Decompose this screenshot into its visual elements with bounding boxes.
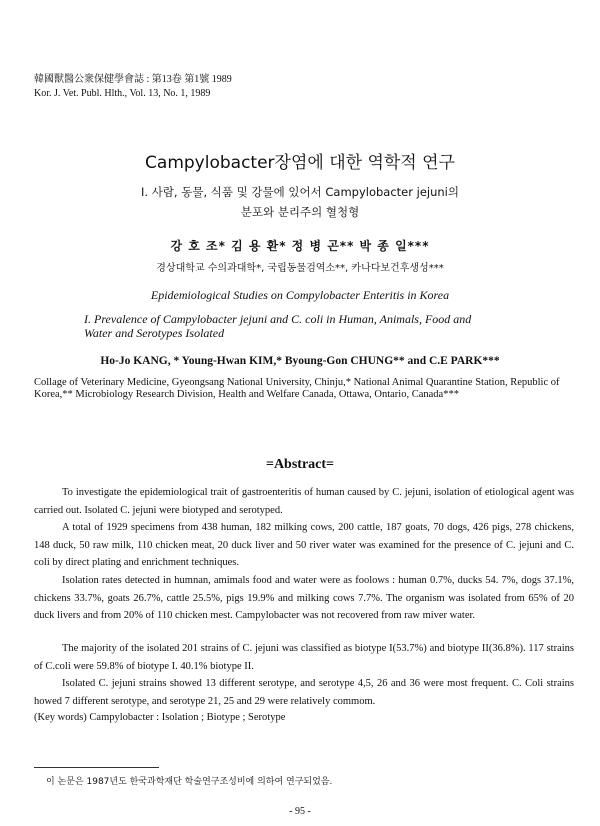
abstract-paragraph-2: A total of 1929 specimens from 438 human, 182 milking cows, 200 cattle, 187 goats, 70 dogs, 426 pigs, 278 chickens, 148 duck, 50 raw milk, 110 chicken meat, 20 duck liver and 50 river water was examined for the presence of C. jejuni and C. coli by direct plating and enrichment techniques. bbox=[34, 522, 574, 568]
abstract-paragraph-3: Isolation rates detected in humnan, amimals food and water were as foolows : human 0.7%, ducks 54. 7%, dogs 37.1%, chickens 33.7%, goats 26.7%, cattle 25.5%, pigs 19.9% and milking cows 7.7%. The organism was isolated from 65% of 20 duck livers and from 20% of 110 chicken mest. Campylobacter was not recovered from raw miver water. bbox=[34, 575, 574, 621]
abstract-heading: =Abstract= bbox=[265, 457, 335, 472]
paper-title-korean: Campylobacter장염에 대한 역학적 연구 bbox=[145, 153, 455, 173]
paper-title-english: Epidemiological Studies on Compylobacter Enteritis in Korea bbox=[150, 288, 450, 302]
abstract-paragraph-1: To investigate the epidemiological trait of gastroenteritis of human caused by C. jejuni, isolation of etiological agent was carried out. Isolated C. jejuni were biotyped and serotyped. bbox=[34, 487, 574, 516]
authors-korean: 강 호 조* 김 용 환* 정 병 곤** 박 종 일*** bbox=[170, 239, 430, 253]
affiliations-english: Collage of Veterinary Medicine, Gyeongsang National University, Chinju,* National Animal Quarantine Station, Republic of Korea,** Microbiology Research Division, Health and Welfare Canada, Ottawa, Ontario, Canada*** bbox=[34, 377, 560, 400]
keywords-line: (Key words) Campylobacter : Isolation ; Biotype ; Serotype bbox=[34, 712, 286, 723]
journal-header-korean: 韓國獸醫公衆保健學會誌 : 第13卷 第1號 1989 bbox=[34, 74, 232, 85]
page-number: - 95 - bbox=[289, 806, 311, 817]
abstract-paragraph-5: Isolated C. jejuni strains showed 13 different serotype, and serotype 4,5, 26 and 36 were most frequent. C. Coli strains howed 7 different serotype, and serotype 21, 25 and 29 were relatively commom. bbox=[34, 678, 574, 707]
affiliations-korean: 경상대학교 수의과대학*, 국립동물검역소**, 카나다보건후생성*** bbox=[156, 263, 444, 274]
footnote-divider bbox=[34, 767, 159, 768]
abstract-paragraph-4: The majority of the isolated 201 strains of C. jejuni was classified as biotype I(53.7%) and biotype II(36.8%). 117 strains of C.coli were 59.8% of biotype I. 40.1% biotype II. bbox=[34, 643, 574, 672]
footnote: 이 논문은 1987년도 한국과학재단 학술연구조성비에 의하여 연구되었음. bbox=[46, 777, 333, 787]
paper-subtitle-korean-line2: 분포와 분리주의 혈청형 bbox=[240, 205, 360, 219]
authors-english: Ho-Jo KANG, * Young-Hwan KIM,* Byoung-Gon CHUNG** and C.E PARK*** bbox=[100, 355, 500, 367]
journal-header-english: Kor. J. Vet. Publ. Hlth., Vol. 13, No. 1, 1989 bbox=[34, 88, 211, 99]
paper-subtitle-english-line1: I. Prevalence of Campylobacter jejuni and C. coli in Human, Animals, Food and bbox=[84, 312, 472, 326]
paper-subtitle-english-line2: Water and Serotypes Isolated bbox=[84, 326, 225, 340]
paper-subtitle-korean-line1: I. 사람, 동물, 식품 및 강물에 있어서 Campylobacter jejuni의 bbox=[141, 185, 459, 199]
